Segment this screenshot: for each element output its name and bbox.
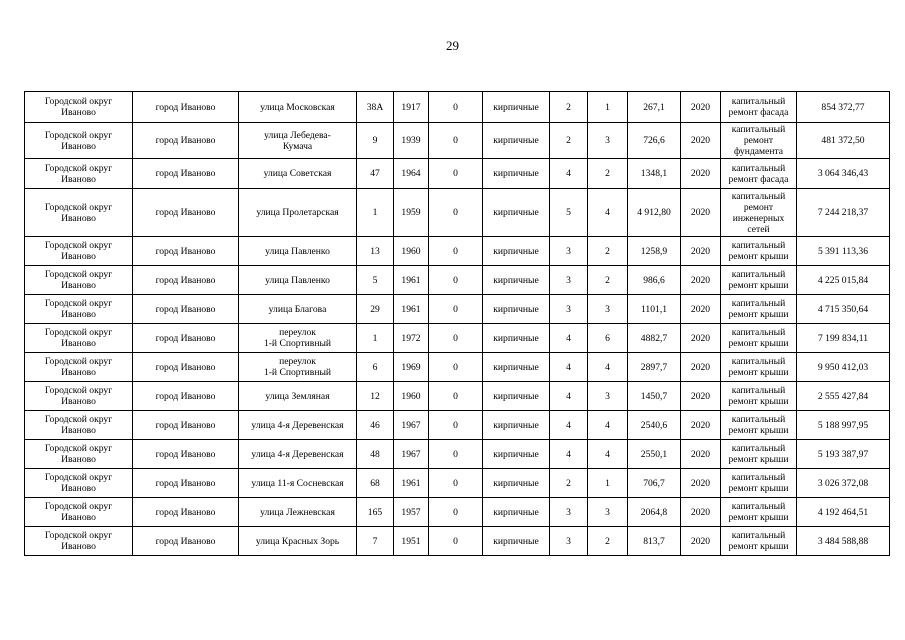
plan-year-cell: 2020	[681, 353, 721, 382]
work-type-cell: капитальный ремонт фундамента	[721, 123, 797, 159]
municipality-cell: Городской округ Иваново	[25, 324, 133, 353]
wall-material-cell: кирпичные	[483, 469, 550, 498]
area-cell: 813,7	[628, 527, 681, 556]
house-number-cell: 1	[357, 324, 394, 353]
street-cell: улица Пролетарская	[239, 189, 357, 237]
zero-value-cell: 0	[429, 382, 483, 411]
house-number-cell: 29	[357, 295, 394, 324]
cost-cell: 4 225 015,84	[797, 266, 890, 295]
zero-value-cell: 0	[429, 324, 483, 353]
municipality-cell: Городской округ Иваново	[25, 498, 133, 527]
municipality-cell: Городской округ Иваново	[25, 123, 133, 159]
build-year-cell: 1969	[394, 353, 429, 382]
cost-cell: 3 484 588,88	[797, 527, 890, 556]
floors-cell: 3	[550, 237, 588, 266]
floors-cell: 3	[550, 266, 588, 295]
table-row	[25, 92, 890, 123]
floors-cell: 3	[550, 498, 588, 527]
cost-cell: 9 950 412,03	[797, 353, 890, 382]
municipality-cell: Городской округ Иваново	[25, 92, 133, 123]
zero-value-cell: 0	[429, 498, 483, 527]
cost-cell: 481 372,50	[797, 123, 890, 159]
area-cell: 267,1	[628, 92, 681, 123]
build-year-cell: 1967	[394, 440, 429, 469]
table-row	[25, 295, 890, 324]
wall-material-cell: кирпичные	[483, 266, 550, 295]
table-row	[25, 324, 890, 353]
zero-value-cell: 0	[429, 440, 483, 469]
zero-value-cell: 0	[429, 189, 483, 237]
entrances-cell: 1	[588, 469, 628, 498]
build-year-cell: 1917	[394, 92, 429, 123]
floors-cell: 4	[550, 159, 588, 189]
plan-year-cell: 2020	[681, 159, 721, 189]
municipality-cell: Городской округ Иваново	[25, 189, 133, 237]
city-cell: город Иваново	[133, 237, 239, 266]
build-year-cell: 1960	[394, 237, 429, 266]
city-cell: город Иваново	[133, 295, 239, 324]
build-year-cell: 1957	[394, 498, 429, 527]
area-cell: 1450,7	[628, 382, 681, 411]
table-row	[25, 498, 890, 527]
table-row	[25, 237, 890, 266]
wall-material-cell: кирпичные	[483, 382, 550, 411]
municipality-cell: Городской округ Иваново	[25, 295, 133, 324]
floors-cell: 4	[550, 411, 588, 440]
floors-cell: 3	[550, 527, 588, 556]
plan-year-cell: 2020	[681, 237, 721, 266]
house-number-cell: 6	[357, 353, 394, 382]
build-year-cell: 1961	[394, 295, 429, 324]
work-type-cell: капитальный ремонт крыши	[721, 469, 797, 498]
municipality-cell: Городской округ Иваново	[25, 237, 133, 266]
street-cell: улица 4-я Деревенская	[239, 411, 357, 440]
zero-value-cell: 0	[429, 123, 483, 159]
zero-value-cell: 0	[429, 411, 483, 440]
build-year-cell: 1972	[394, 324, 429, 353]
street-cell: улица Советская	[239, 159, 357, 189]
area-cell: 986,6	[628, 266, 681, 295]
area-cell: 4882,7	[628, 324, 681, 353]
wall-material-cell: кирпичные	[483, 324, 550, 353]
work-type-cell: капитальный ремонт крыши	[721, 498, 797, 527]
wall-material-cell: кирпичные	[483, 411, 550, 440]
plan-year-cell: 2020	[681, 440, 721, 469]
wall-material-cell: кирпичные	[483, 440, 550, 469]
entrances-cell: 4	[588, 353, 628, 382]
area-cell: 2064,8	[628, 498, 681, 527]
street-cell: улица Лебедева- Кумача	[239, 123, 357, 159]
street-cell: улица Лежневская	[239, 498, 357, 527]
housing-repair-table	[24, 91, 890, 556]
entrances-cell: 2	[588, 237, 628, 266]
street-cell: улица Благова	[239, 295, 357, 324]
work-type-cell: капитальный ремонт фасада	[721, 92, 797, 123]
city-cell: город Иваново	[133, 324, 239, 353]
work-type-cell: капитальный ремонт крыши	[721, 382, 797, 411]
build-year-cell: 1961	[394, 266, 429, 295]
build-year-cell: 1961	[394, 469, 429, 498]
entrances-cell: 2	[588, 527, 628, 556]
table-row	[25, 266, 890, 295]
entrances-cell: 4	[588, 189, 628, 237]
floors-cell: 2	[550, 469, 588, 498]
entrances-cell: 1	[588, 92, 628, 123]
city-cell: город Иваново	[133, 382, 239, 411]
cost-cell: 3 064 346,43	[797, 159, 890, 189]
entrances-cell: 2	[588, 266, 628, 295]
city-cell: город Иваново	[133, 498, 239, 527]
work-type-cell: капитальный ремонт крыши	[721, 237, 797, 266]
wall-material-cell: кирпичные	[483, 237, 550, 266]
wall-material-cell: кирпичные	[483, 159, 550, 189]
street-cell: переулок 1-й Спортивный	[239, 324, 357, 353]
zero-value-cell: 0	[429, 353, 483, 382]
plan-year-cell: 2020	[681, 123, 721, 159]
municipality-cell: Городской округ Иваново	[25, 159, 133, 189]
house-number-cell: 7	[357, 527, 394, 556]
municipality-cell: Городской округ Иваново	[25, 440, 133, 469]
zero-value-cell: 0	[429, 469, 483, 498]
area-cell: 1101,1	[628, 295, 681, 324]
build-year-cell: 1951	[394, 527, 429, 556]
cost-cell: 5 188 997,95	[797, 411, 890, 440]
work-type-cell: капитальный ремонт крыши	[721, 440, 797, 469]
entrances-cell: 2	[588, 159, 628, 189]
build-year-cell: 1960	[394, 382, 429, 411]
wall-material-cell: кирпичные	[483, 123, 550, 159]
work-type-cell: капитальный ремонт крыши	[721, 411, 797, 440]
cost-cell: 2 555 427,84	[797, 382, 890, 411]
table-row	[25, 440, 890, 469]
city-cell: город Иваново	[133, 123, 239, 159]
plan-year-cell: 2020	[681, 295, 721, 324]
floors-cell: 2	[550, 92, 588, 123]
municipality-cell: Городской округ Иваново	[25, 266, 133, 295]
entrances-cell: 3	[588, 295, 628, 324]
city-cell: город Иваново	[133, 266, 239, 295]
entrances-cell: 3	[588, 498, 628, 527]
table-row	[25, 159, 890, 189]
city-cell: город Иваново	[133, 527, 239, 556]
house-number-cell: 5	[357, 266, 394, 295]
city-cell: город Иваново	[133, 159, 239, 189]
wall-material-cell: кирпичные	[483, 527, 550, 556]
cost-cell: 7 199 834,11	[797, 324, 890, 353]
plan-year-cell: 2020	[681, 266, 721, 295]
wall-material-cell: кирпичные	[483, 353, 550, 382]
zero-value-cell: 0	[429, 159, 483, 189]
cost-cell: 854 372,77	[797, 92, 890, 123]
area-cell: 2897,7	[628, 353, 681, 382]
work-type-cell: капитальный ремонт крыши	[721, 266, 797, 295]
house-number-cell: 46	[357, 411, 394, 440]
house-number-cell: 48	[357, 440, 394, 469]
floors-cell: 4	[550, 324, 588, 353]
street-cell: переулок 1-й Спортивный	[239, 353, 357, 382]
municipality-cell: Городской округ Иваново	[25, 411, 133, 440]
house-number-cell: 1	[357, 189, 394, 237]
floors-cell: 2	[550, 123, 588, 159]
page-number: 29	[446, 38, 459, 53]
cost-cell: 7 244 218,37	[797, 189, 890, 237]
house-number-cell: 9	[357, 123, 394, 159]
street-cell: улица Павленко	[239, 237, 357, 266]
city-cell: город Иваново	[133, 469, 239, 498]
floors-cell: 4	[550, 382, 588, 411]
area-cell: 4 912,80	[628, 189, 681, 237]
house-number-cell: 12	[357, 382, 394, 411]
plan-year-cell: 2020	[681, 411, 721, 440]
area-cell: 706,7	[628, 469, 681, 498]
wall-material-cell: кирпичные	[483, 92, 550, 123]
floors-cell: 4	[550, 353, 588, 382]
floors-cell: 4	[550, 440, 588, 469]
house-number-cell: 165	[357, 498, 394, 527]
work-type-cell: капитальный ремонт крыши	[721, 324, 797, 353]
table-row	[25, 469, 890, 498]
municipality-cell: Городской округ Иваново	[25, 469, 133, 498]
street-cell: улица Красных Зорь	[239, 527, 357, 556]
work-type-cell: капитальный ремонт инженерных сетей	[721, 189, 797, 237]
work-type-cell: капитальный ремонт крыши	[721, 527, 797, 556]
work-type-cell: капитальный ремонт фасада	[721, 159, 797, 189]
plan-year-cell: 2020	[681, 189, 721, 237]
entrances-cell: 3	[588, 123, 628, 159]
municipality-cell: Городской округ Иваново	[25, 527, 133, 556]
street-cell: улица Земляная	[239, 382, 357, 411]
work-type-cell: капитальный ремонт крыши	[721, 353, 797, 382]
wall-material-cell: кирпичные	[483, 498, 550, 527]
area-cell: 1348,1	[628, 159, 681, 189]
wall-material-cell: кирпичные	[483, 295, 550, 324]
table-row	[25, 123, 890, 159]
entrances-cell: 3	[588, 382, 628, 411]
wall-material-cell: кирпичные	[483, 189, 550, 237]
house-number-cell: 68	[357, 469, 394, 498]
zero-value-cell: 0	[429, 92, 483, 123]
plan-year-cell: 2020	[681, 324, 721, 353]
city-cell: город Иваново	[133, 189, 239, 237]
build-year-cell: 1964	[394, 159, 429, 189]
table-row	[25, 527, 890, 556]
entrances-cell: 4	[588, 440, 628, 469]
work-type-cell: капитальный ремонт крыши	[721, 295, 797, 324]
cost-cell: 4 715 350,64	[797, 295, 890, 324]
plan-year-cell: 2020	[681, 469, 721, 498]
build-year-cell: 1959	[394, 189, 429, 237]
municipality-cell: Городской округ Иваново	[25, 382, 133, 411]
area-cell: 2540,6	[628, 411, 681, 440]
cost-cell: 5 391 113,36	[797, 237, 890, 266]
zero-value-cell: 0	[429, 527, 483, 556]
house-number-cell: 38А	[357, 92, 394, 123]
cost-cell: 4 192 464,51	[797, 498, 890, 527]
entrances-cell: 4	[588, 411, 628, 440]
table-row	[25, 189, 890, 237]
city-cell: город Иваново	[133, 92, 239, 123]
city-cell: город Иваново	[133, 411, 239, 440]
floors-cell: 5	[550, 189, 588, 237]
house-number-cell: 13	[357, 237, 394, 266]
plan-year-cell: 2020	[681, 527, 721, 556]
floors-cell: 3	[550, 295, 588, 324]
street-cell: улица Павленко	[239, 266, 357, 295]
street-cell: улица 11-я Сосневская	[239, 469, 357, 498]
zero-value-cell: 0	[429, 237, 483, 266]
house-number-cell: 47	[357, 159, 394, 189]
street-cell: улица 4-я Деревенская	[239, 440, 357, 469]
city-cell: город Иваново	[133, 440, 239, 469]
table-row	[25, 382, 890, 411]
street-cell: улица Московская	[239, 92, 357, 123]
plan-year-cell: 2020	[681, 498, 721, 527]
city-cell: город Иваново	[133, 353, 239, 382]
cost-cell: 5 193 387,97	[797, 440, 890, 469]
build-year-cell: 1967	[394, 411, 429, 440]
table-row	[25, 353, 890, 382]
zero-value-cell: 0	[429, 266, 483, 295]
table-row	[25, 411, 890, 440]
area-cell: 2550,1	[628, 440, 681, 469]
build-year-cell: 1939	[394, 123, 429, 159]
plan-year-cell: 2020	[681, 92, 721, 123]
zero-value-cell: 0	[429, 295, 483, 324]
municipality-cell: Городской округ Иваново	[25, 353, 133, 382]
cost-cell: 3 026 372,08	[797, 469, 890, 498]
area-cell: 1258,9	[628, 237, 681, 266]
plan-year-cell: 2020	[681, 382, 721, 411]
area-cell: 726,6	[628, 123, 681, 159]
entrances-cell: 6	[588, 324, 628, 353]
